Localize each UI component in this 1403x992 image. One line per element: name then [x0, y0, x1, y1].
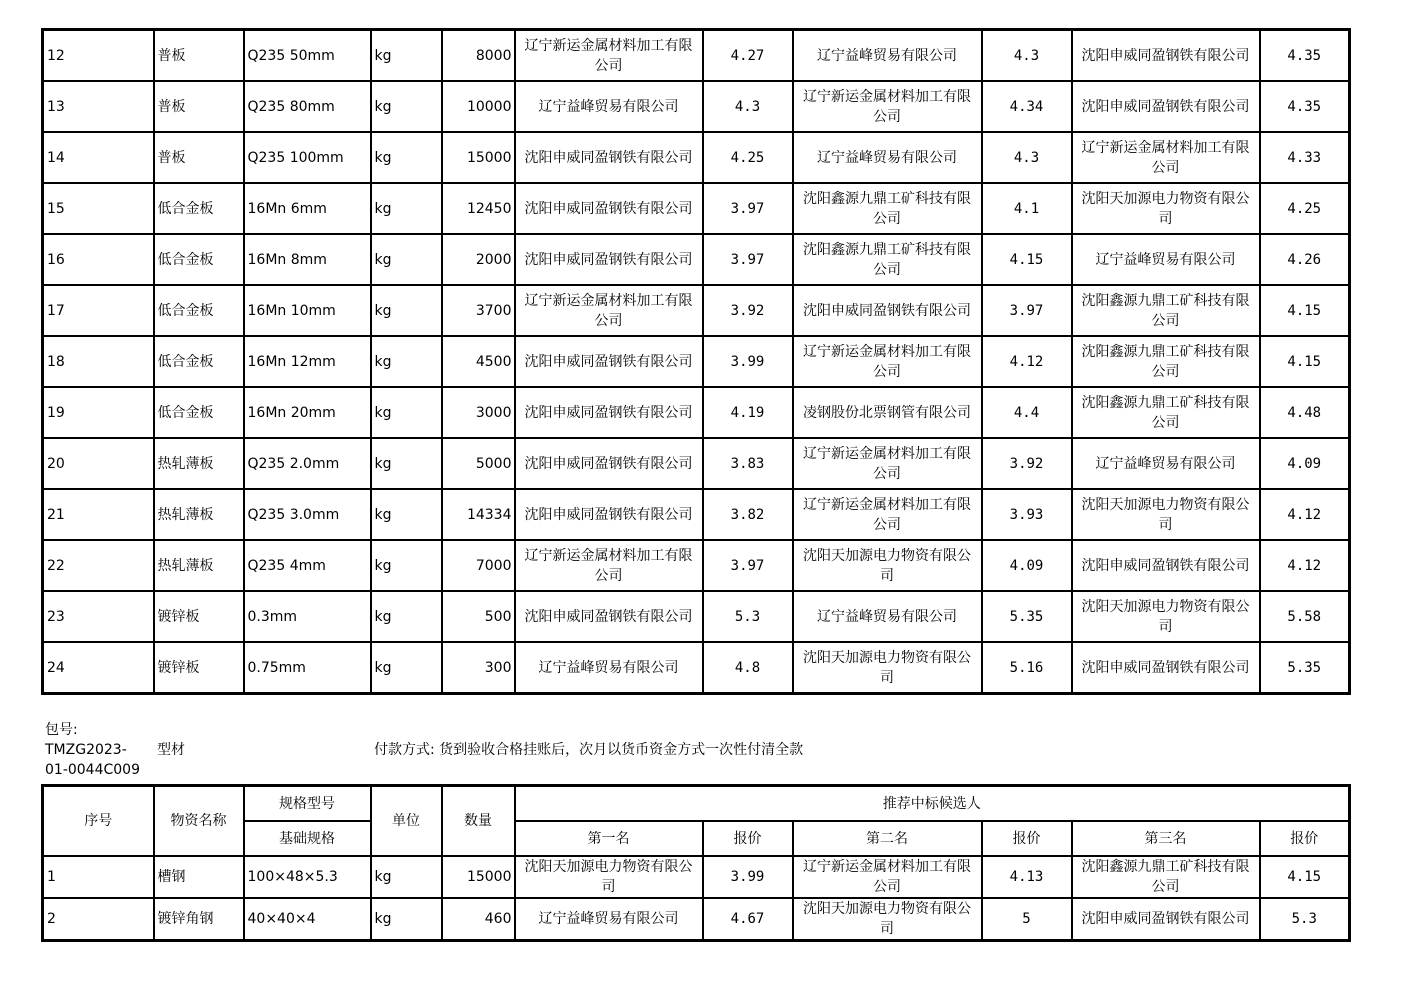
header-second: 第二名 — [793, 821, 982, 856]
cell-third-supplier: 沈阳鑫源九鼎工矿科技有限公司 — [1072, 856, 1260, 898]
cell-third-supplier: 沈阳鑫源九鼎工矿科技有限公司 — [1072, 336, 1260, 387]
cell-first-price: 4.3 — [703, 81, 793, 132]
cell-second-price: 4.12 — [982, 336, 1072, 387]
cell-material-name: 槽钢 — [154, 856, 244, 898]
header-unit: 单位 — [371, 786, 442, 857]
cell-no: 18 — [43, 336, 154, 387]
cell-no: 19 — [43, 387, 154, 438]
cell-no: 22 — [43, 540, 154, 591]
cell-no: 12 — [43, 30, 154, 82]
cell-third-price: 4.35 — [1260, 81, 1350, 132]
cell-spec: Q235 4mm — [244, 540, 371, 591]
cell-unit: kg — [371, 591, 442, 642]
cell-unit: kg — [371, 642, 442, 694]
cell-quantity: 3000 — [442, 387, 515, 438]
cell-quantity: 500 — [442, 591, 515, 642]
table-row — [43, 30, 1350, 82]
cell-second-supplier: 辽宁新运金属材料加工有限公司 — [793, 81, 982, 132]
cell-spec: 0.3mm — [244, 591, 371, 642]
cell-third-supplier: 辽宁益峰贸易有限公司 — [1072, 234, 1260, 285]
cell-third-price: 5.58 — [1260, 591, 1350, 642]
cell-spec: Q235 50mm — [244, 30, 371, 82]
cell-third-supplier: 沈阳天加源电力物资有限公司 — [1072, 489, 1260, 540]
cell-second-price: 4.3 — [982, 132, 1072, 183]
cell-quantity: 7000 — [442, 540, 515, 591]
cell-second-supplier: 辽宁新运金属材料加工有限公司 — [793, 856, 982, 898]
cell-no: 20 — [43, 438, 154, 489]
cell-second-price: 4.09 — [982, 540, 1072, 591]
cell-quantity: 5000 — [442, 438, 515, 489]
cell-material-name: 热轧薄板 — [154, 540, 244, 591]
table-row — [43, 132, 1350, 183]
cell-first-price: 4.8 — [703, 642, 793, 694]
table-row — [43, 387, 1350, 438]
cell-spec: 16Mn 20mm — [244, 387, 371, 438]
header-price-3: 报价 — [1260, 821, 1350, 856]
cell-first-price: 3.97 — [703, 234, 793, 285]
cell-second-supplier: 沈阳鑫源九鼎工矿科技有限公司 — [793, 234, 982, 285]
cell-third-price: 4.15 — [1260, 856, 1350, 898]
package-code-line2: 01-0044C009 — [45, 762, 140, 778]
cell-first-price: 5.3 — [703, 591, 793, 642]
cell-material-name: 低合金板 — [154, 234, 244, 285]
cell-quantity: 12450 — [442, 183, 515, 234]
cell-material-name: 普板 — [154, 132, 244, 183]
cell-second-price: 5 — [982, 898, 1072, 941]
cell-quantity: 14334 — [442, 489, 515, 540]
cell-first-price: 3.97 — [703, 183, 793, 234]
cell-third-price: 4.35 — [1260, 30, 1350, 82]
cell-quantity: 2000 — [442, 234, 515, 285]
cell-third-price: 4.48 — [1260, 387, 1350, 438]
cell-third-supplier: 沈阳申威同盈钢铁有限公司 — [1072, 81, 1260, 132]
cell-first-price: 3.83 — [703, 438, 793, 489]
cell-no: 17 — [43, 285, 154, 336]
cell-third-price: 4.15 — [1260, 285, 1350, 336]
cell-first-supplier: 沈阳申威同盈钢铁有限公司 — [515, 183, 703, 234]
cell-first-price: 3.97 — [703, 540, 793, 591]
cell-first-supplier: 沈阳申威同盈钢铁有限公司 — [515, 234, 703, 285]
cell-no: 15 — [43, 183, 154, 234]
cell-third-supplier: 沈阳鑫源九鼎工矿科技有限公司 — [1072, 387, 1260, 438]
cell-second-price: 3.92 — [982, 438, 1072, 489]
cell-no: 23 — [43, 591, 154, 642]
cell-second-supplier: 辽宁益峰贸易有限公司 — [793, 132, 982, 183]
cell-no: 16 — [43, 234, 154, 285]
cell-first-price: 3.82 — [703, 489, 793, 540]
cell-first-price: 3.99 — [703, 856, 793, 898]
header-qty: 数量 — [442, 786, 515, 857]
cell-spec: 40×40×4 — [244, 898, 371, 941]
cell-unit: kg — [371, 30, 442, 82]
cell-spec: 100×48×5.3 — [244, 856, 371, 898]
cell-second-price: 4.3 — [982, 30, 1072, 82]
cell-unit: kg — [371, 489, 442, 540]
cell-quantity: 10000 — [442, 81, 515, 132]
table-row — [43, 336, 1350, 387]
cell-third-supplier: 沈阳天加源电力物资有限公司 — [1072, 183, 1260, 234]
bid-table-top — [41, 28, 1351, 695]
package-code-line1: TMZG2023- — [45, 742, 127, 758]
cell-second-supplier: 辽宁新运金属材料加工有限公司 — [793, 438, 982, 489]
table-row — [43, 540, 1350, 591]
cell-first-supplier: 沈阳申威同盈钢铁有限公司 — [515, 591, 703, 642]
cell-no: 2 — [43, 898, 154, 941]
header-candidates: 推荐中标候选人 — [515, 786, 1350, 822]
table-row — [43, 898, 1350, 941]
cell-spec: Q235 100mm — [244, 132, 371, 183]
cell-second-supplier: 沈阳申威同盈钢铁有限公司 — [793, 285, 982, 336]
header-first: 第一名 — [515, 821, 703, 856]
table-row — [43, 81, 1350, 132]
cell-second-price: 4.34 — [982, 81, 1072, 132]
cell-unit: kg — [371, 183, 442, 234]
cell-third-supplier: 沈阳申威同盈钢铁有限公司 — [1072, 30, 1260, 82]
cell-first-supplier: 辽宁益峰贸易有限公司 — [515, 81, 703, 132]
cell-second-price: 5.35 — [982, 591, 1072, 642]
cell-unit: kg — [371, 438, 442, 489]
cell-quantity: 4500 — [442, 336, 515, 387]
cell-third-price: 4.25 — [1260, 183, 1350, 234]
cell-material-name: 镀锌角钢 — [154, 898, 244, 941]
cell-third-price: 4.09 — [1260, 438, 1350, 489]
cell-material-name: 低合金板 — [154, 183, 244, 234]
cell-no: 21 — [43, 489, 154, 540]
cell-spec: 0.75mm — [244, 642, 371, 694]
cell-material-name: 热轧薄板 — [154, 489, 244, 540]
cell-second-supplier: 沈阳天加源电力物资有限公司 — [793, 540, 982, 591]
header-row-1 — [43, 786, 1350, 822]
cell-no: 24 — [43, 642, 154, 694]
cell-quantity: 8000 — [442, 30, 515, 82]
cell-first-supplier: 沈阳天加源电力物资有限公司 — [515, 856, 703, 898]
cell-second-supplier: 辽宁新运金属材料加工有限公司 — [793, 336, 982, 387]
cell-second-supplier: 辽宁益峰贸易有限公司 — [793, 591, 982, 642]
cell-material-name: 普板 — [154, 30, 244, 82]
cell-spec: 16Mn 6mm — [244, 183, 371, 234]
table-row — [43, 489, 1350, 540]
cell-second-supplier: 辽宁新运金属材料加工有限公司 — [793, 489, 982, 540]
cell-quantity: 460 — [442, 898, 515, 941]
cell-third-supplier: 沈阳鑫源九鼎工矿科技有限公司 — [1072, 285, 1260, 336]
cell-quantity: 3700 — [442, 285, 515, 336]
cell-material-name: 镀锌板 — [154, 642, 244, 694]
cell-second-price: 3.97 — [982, 285, 1072, 336]
cell-unit: kg — [371, 898, 442, 941]
bid-table-bottom — [41, 784, 1351, 942]
header-name: 物资名称 — [154, 786, 244, 857]
package-label: 包号: — [45, 722, 78, 738]
package-number — [45, 720, 155, 780]
cell-material-name: 低合金板 — [154, 285, 244, 336]
cell-third-supplier: 沈阳申威同盈钢铁有限公司 — [1072, 898, 1260, 941]
table-row — [43, 234, 1350, 285]
cell-first-supplier: 沈阳申威同盈钢铁有限公司 — [515, 438, 703, 489]
package-category: 型材 — [157, 742, 185, 758]
cell-first-price: 4.19 — [703, 387, 793, 438]
cell-spec: 16Mn 10mm — [244, 285, 371, 336]
cell-first-supplier: 辽宁新运金属材料加工有限公司 — [515, 285, 703, 336]
cell-third-supplier: 沈阳天加源电力物资有限公司 — [1072, 591, 1260, 642]
header-price-1: 报价 — [703, 821, 793, 856]
cell-third-price: 4.26 — [1260, 234, 1350, 285]
cell-third-price: 5.3 — [1260, 898, 1350, 941]
cell-material-name: 普板 — [154, 81, 244, 132]
cell-unit: kg — [371, 81, 442, 132]
cell-first-supplier: 沈阳申威同盈钢铁有限公司 — [515, 132, 703, 183]
cell-material-name: 热轧薄板 — [154, 438, 244, 489]
cell-first-price: 3.99 — [703, 336, 793, 387]
cell-second-price: 4.4 — [982, 387, 1072, 438]
cell-third-supplier: 辽宁新运金属材料加工有限公司 — [1072, 132, 1260, 183]
cell-second-supplier: 沈阳鑫源九鼎工矿科技有限公司 — [793, 183, 982, 234]
header-spec-top: 规格型号 — [244, 786, 371, 822]
cell-unit: kg — [371, 856, 442, 898]
cell-first-price: 4.25 — [703, 132, 793, 183]
cell-first-price: 3.92 — [703, 285, 793, 336]
cell-first-supplier: 辽宁益峰贸易有限公司 — [515, 642, 703, 694]
cell-material-name: 镀锌板 — [154, 591, 244, 642]
cell-spec: 16Mn 12mm — [244, 336, 371, 387]
cell-third-price: 5.35 — [1260, 642, 1350, 694]
cell-spec: Q235 2.0mm — [244, 438, 371, 489]
cell-unit: kg — [371, 285, 442, 336]
cell-no: 14 — [43, 132, 154, 183]
payment-terms: 付款方式: 货到验收合格挂账后，次月以货币资金方式一次性付清全款 — [374, 742, 804, 758]
cell-quantity: 15000 — [442, 132, 515, 183]
cell-spec: 16Mn 8mm — [244, 234, 371, 285]
cell-second-supplier: 凌钢股份北票钢管有限公司 — [793, 387, 982, 438]
table-row — [43, 438, 1350, 489]
cell-unit: kg — [371, 234, 442, 285]
cell-third-supplier: 辽宁益峰贸易有限公司 — [1072, 438, 1260, 489]
cell-no: 1 — [43, 856, 154, 898]
header-spec-bottom: 基础规格 — [244, 821, 371, 856]
cell-spec: Q235 80mm — [244, 81, 371, 132]
cell-first-price: 4.27 — [703, 30, 793, 82]
cell-third-price: 4.33 — [1260, 132, 1350, 183]
cell-second-supplier: 沈阳天加源电力物资有限公司 — [793, 642, 982, 694]
header-no: 序号 — [43, 786, 154, 857]
cell-quantity: 300 — [442, 642, 515, 694]
cell-second-price: 3.93 — [982, 489, 1072, 540]
cell-second-price: 4.13 — [982, 856, 1072, 898]
cell-unit: kg — [371, 540, 442, 591]
cell-material-name: 低合金板 — [154, 336, 244, 387]
cell-third-supplier: 沈阳申威同盈钢铁有限公司 — [1072, 642, 1260, 694]
table-row — [43, 591, 1350, 642]
cell-second-price: 4.15 — [982, 234, 1072, 285]
cell-material-name: 低合金板 — [154, 387, 244, 438]
table-row — [43, 856, 1350, 898]
cell-third-supplier: 沈阳申威同盈钢铁有限公司 — [1072, 540, 1260, 591]
table-row — [43, 285, 1350, 336]
table-row — [43, 642, 1350, 694]
cell-first-supplier: 沈阳申威同盈钢铁有限公司 — [515, 387, 703, 438]
table-row — [43, 183, 1350, 234]
cell-quantity: 15000 — [442, 856, 515, 898]
cell-first-supplier: 沈阳申威同盈钢铁有限公司 — [515, 489, 703, 540]
cell-first-price: 4.67 — [703, 898, 793, 941]
cell-second-price: 5.16 — [982, 642, 1072, 694]
header-price-2: 报价 — [982, 821, 1072, 856]
cell-third-price: 4.12 — [1260, 540, 1350, 591]
cell-second-supplier: 沈阳天加源电力物资有限公司 — [793, 898, 982, 941]
cell-no: 13 — [43, 81, 154, 132]
cell-third-price: 4.15 — [1260, 336, 1350, 387]
cell-second-price: 4.1 — [982, 183, 1072, 234]
cell-first-supplier: 辽宁新运金属材料加工有限公司 — [515, 30, 703, 82]
cell-first-supplier: 辽宁益峰贸易有限公司 — [515, 898, 703, 941]
cell-third-price: 4.12 — [1260, 489, 1350, 540]
cell-first-supplier: 沈阳申威同盈钢铁有限公司 — [515, 336, 703, 387]
cell-spec: Q235 3.0mm — [244, 489, 371, 540]
cell-second-supplier: 辽宁益峰贸易有限公司 — [793, 30, 982, 82]
cell-unit: kg — [371, 387, 442, 438]
cell-unit: kg — [371, 336, 442, 387]
cell-first-supplier: 辽宁新运金属材料加工有限公司 — [515, 540, 703, 591]
cell-unit: kg — [371, 132, 442, 183]
header-third: 第三名 — [1072, 821, 1260, 856]
